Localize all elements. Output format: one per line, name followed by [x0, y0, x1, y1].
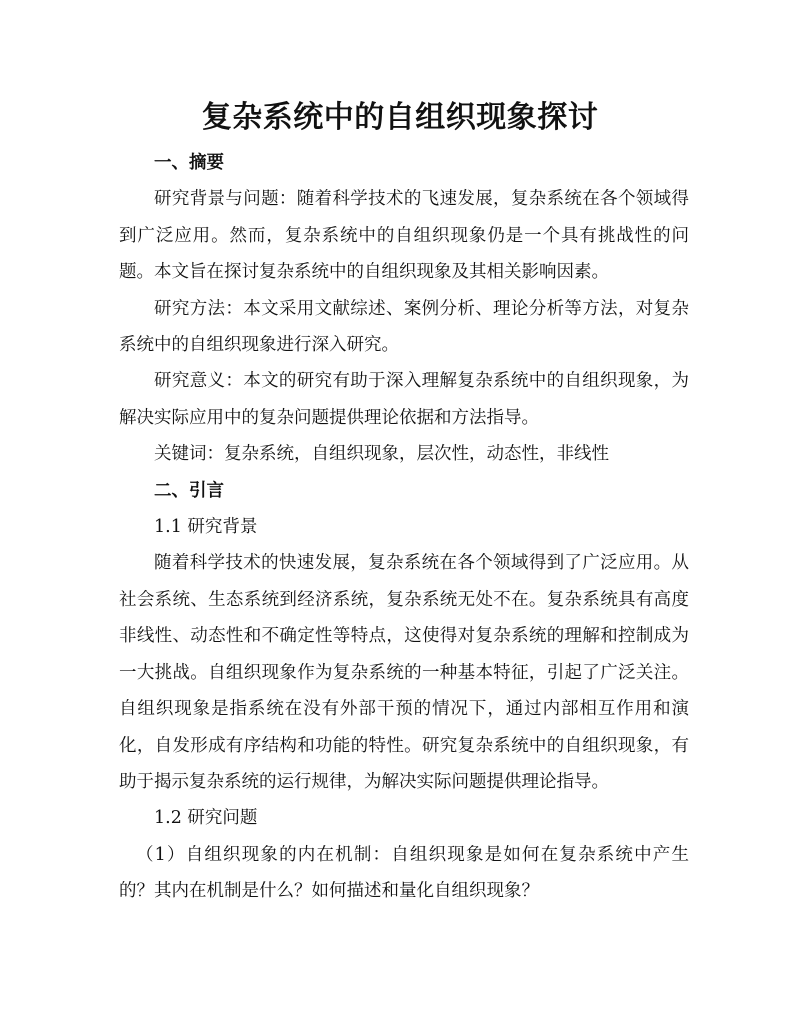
paragraph-significance: 研究意义：本文的研究有助于深入理解复杂系统中的自组织现象，为解决实际应用中的复杂问题提供理论依据和方法指导。	[119, 371, 689, 428]
subsection-heading-questions: 1.2 研究问题	[154, 808, 258, 829]
section-heading-abstract: 一、摘要	[154, 153, 224, 173]
paragraph-question-1: （1）自组织现象的内在机制：自组织现象是如何在复杂系统中产生的？其内在机制是什么？如何描述和量化自组织现象？	[119, 844, 689, 902]
paragraph-research-background: 随着科学技术的快速发展，复杂系统在各个领域得到了广泛应用。从社会系统、生态系统到经济系统，复杂系统无处不在。复杂系统具有高度非线性、动态性和不确定性等特点，这使得对复杂系统的理解和控制成为一大挑战。自组织现象作为复杂系统的一种基本特征，引起了广泛关注。自组织现象是指系统在没有外部干预的情况下，通过内部相互作用和演化，自发形成有序结构和功能的特性。研究复杂系统中的自组织现象，有助于揭示复杂系统的运行规律，为解决实际问题提供理论指导。	[119, 553, 689, 792]
paragraph-method: 研究方法：本文采用文献综述、案例分析、理论分析等方法，对复杂系统中的自组织现象进行深入研究。	[119, 298, 689, 356]
document-body	[119, 145, 689, 910]
paragraph-keywords: 关键词：复杂系统，自组织现象，层次性，动态性，非线性	[154, 444, 609, 465]
paragraph-background: 研究背景与问题：随着科学技术的飞速发展，复杂系统在各个领域得到广泛应用。然而，复杂系统中的自组织现象仍是一个具有挑战性的问题。本文旨在探讨复杂系统中的自组织现象及其相关影响因素。	[119, 189, 689, 283]
subsection-heading-background: 1.1 研究背景	[154, 517, 258, 538]
section-heading-intro: 二、引言	[154, 480, 224, 501]
document-title: 复杂系统中的自组织现象探讨	[201, 100, 599, 135]
